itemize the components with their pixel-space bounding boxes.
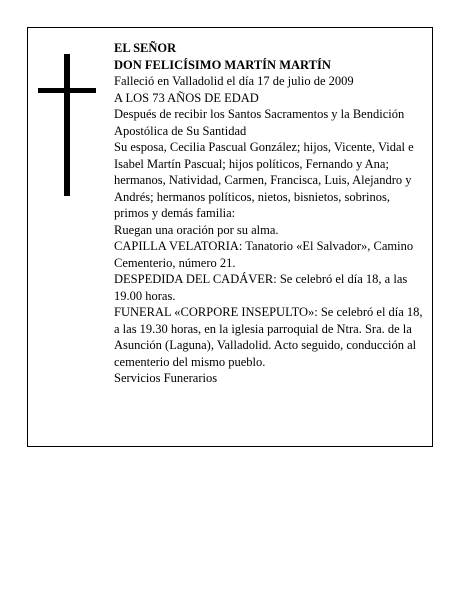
- obituary-text: [114, 40, 424, 387]
- obituary-title: EL SEÑOR: [114, 41, 177, 55]
- farewell-paragraph: DESPEDIDA DEL CADÁVER: Se celebró el día 18, a las 19.00 horas.: [114, 272, 408, 303]
- funeral-services-line: Servicios Funerarios: [114, 371, 218, 385]
- family-paragraph: Su esposa, Cecilia Pascual González; hijos, Vicente, Vidal e Isabel Martín Pascual; hijos políticos, Fernando y Ana; hermanos, Natividad, Carmen, Francisca, Luis, Alejandro y Andrés; hermanos políticos, nietos, bisnietos, sobrinos, primos y demás familia:: [114, 140, 414, 220]
- funeral-paragraph: FUNERAL «CORPORE INSEPULTO»: Se celebró el día 18, a las 19.30 horas, en la iglesia parroquial de Ntra. Sra. de la Asunción (Laguna), Valladolid. Acto seguido, conducción al cementerio del mismo pueblo.: [114, 305, 423, 369]
- cross-vertical-bar: [64, 54, 70, 196]
- deceased-name: DON FELICÍSIMO MARTÍN MARTÍN: [114, 57, 331, 72]
- sacraments-paragraph: Después de recibir los Santos Sacramentos y la Bendición Apostólica de Su Santidad: [114, 107, 405, 138]
- cross-horizontal-bar: [38, 88, 96, 93]
- prayer-line: Ruegan una oración por su alma.: [114, 222, 279, 237]
- age-line: A LOS 73 AÑOS DE EDAD: [114, 90, 259, 105]
- chapel-paragraph: CAPILLA VELATORIA: Tanatorio «El Salvador», Camino Cementerio, número 21.: [114, 239, 414, 270]
- cross-icon: [38, 54, 96, 196]
- death-date-line: Falleció en Valladolid el día 17 de julio de 2009: [114, 74, 354, 88]
